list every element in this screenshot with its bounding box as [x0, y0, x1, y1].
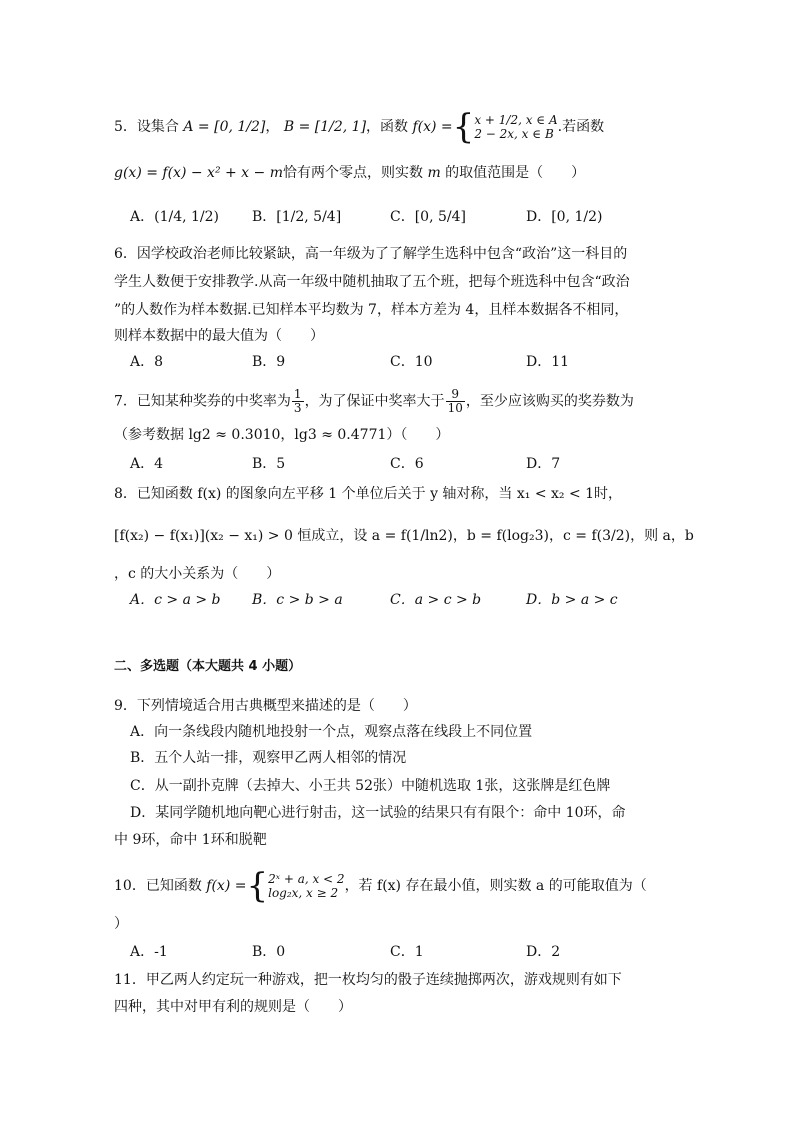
q5-line1: 5．设集合 A = [0, 1/2]， B = [1/2, 1]，函数 f(x) ={ x + 1/2, x ∈ A 2 − 2x, x ∈ B .若函数 — [114, 107, 605, 147]
q7-frac1-den: 3 — [293, 401, 302, 415]
q5-g-expr: g(x) = f(x) − x² + x − m — [114, 165, 283, 181]
q5-option-b[interactable]: B．[1/2, 5/4] — [252, 209, 342, 225]
q6-option-a[interactable]: A．8 — [130, 354, 164, 370]
q5-option-a[interactable]: A．(1/4, 1/2) — [130, 209, 219, 225]
q7-option-a[interactable]: A．4 — [130, 456, 164, 472]
q6-option-c[interactable]: C．10 — [390, 354, 433, 370]
q5-fx: f(x) = — [412, 119, 453, 135]
q9-option-d[interactable]: D．某同学随机地向靶心进行射击，这一试验的结果只有有限个：命中 10环，命 — [130, 805, 626, 821]
q5-option-c[interactable]: C．[0, 5/4] — [390, 209, 466, 225]
q9-option-d-cont: 中 9环，命中 1环和脱靶 — [114, 832, 267, 848]
q8-line3: ，c 的大小关系为（ ） — [114, 566, 281, 582]
q10-option-a[interactable]: A．-1 — [130, 944, 168, 960]
q8-line1: 8．已知函数 f(x) 的图象向左平移 1 个单位后关于 y 轴对称，当 x₁ < x₂ < 1时， — [114, 486, 623, 502]
q10-line1 — [114, 866, 647, 906]
q5-option-d[interactable]: D．[0, 1/2) — [526, 209, 603, 225]
q6-line4: 则样本数据中的最大值为（ ） — [114, 328, 324, 344]
q7-option-c[interactable]: C．6 — [390, 456, 424, 472]
q7-frac1-num: 1 — [293, 387, 302, 401]
q7-line2: （参考数据 lg2 ≈ 0.3010，lg3 ≈ 0.4771）（ ） — [114, 427, 450, 443]
q8-option-b[interactable]: B．c > b > a — [252, 592, 343, 608]
q5-line2 — [114, 163, 585, 183]
q10-option-c[interactable]: C．1 — [390, 944, 424, 960]
q5-prefix: 5．设集合 — [114, 119, 179, 135]
q10-case1: 2ˣ + a, x < 2 — [268, 872, 345, 886]
q7-fraction-2 — [446, 388, 465, 415]
q6-option-d[interactable]: D．11 — [526, 354, 570, 370]
q10-prefix: 10．已知函数 — [114, 878, 202, 894]
q7-prefix: 7．已知某种奖券的中奖率为 — [114, 393, 291, 410]
q5-set-a: A = [0, 1/2] — [183, 119, 266, 135]
q7-frac2-num: 9 — [446, 388, 465, 402]
q10-tail: ，若 f(x) 存在最小值，则实数 a 的可能取值为（ — [344, 878, 647, 894]
q5-case2: 2 − 2x, x ∈ B — [474, 127, 554, 141]
q10-piecewise — [268, 872, 344, 900]
q5-tail: .若函数 — [557, 119, 605, 135]
q11-line2: 四种，其中对甲有利的规则是（ ） — [114, 999, 352, 1015]
q10-option-d[interactable]: D．2 — [526, 944, 561, 960]
q7-option-b[interactable]: B．5 — [252, 456, 286, 472]
q9-option-c[interactable]: C．从一副扑克牌（去掉大、小王共 52张）中随机选取 1张，这张牌是红色牌 — [130, 778, 611, 794]
q8-line2: [f(x₂) − f(x₁)](x₂ − x₁) > 0 恒成立，设 a = f(1/ln2)，b = f(log₂3)，c = f(3/2)，则 a，b — [114, 528, 694, 544]
q5-case1: x + 1/2, x ∈ A — [474, 113, 558, 127]
q7-fraction-1 — [292, 388, 304, 415]
q6-line1: 6．因学校政治老师比较紧缺，高一年级为了了解学生选科中包含“政治”这一科目的 — [114, 246, 628, 262]
q7-line1 — [114, 388, 634, 415]
q9-option-a[interactable]: A．向一条线段内随机地投射一个点，观察点落在线段上不同位置 — [130, 724, 533, 740]
section-heading: 二、多选题（本大题共 4 小题） — [114, 659, 302, 674]
q5-brace: { — [452, 107, 475, 147]
q5-line2-end: 的取值范围是（ ） — [445, 165, 586, 181]
q5-set-b: B = [1/2, 1] — [283, 119, 367, 135]
q8-option-d[interactable]: D．b > a > c — [526, 592, 618, 608]
q6-line2: 学生人数便于安排教学.从高一年级中随机抽取了五个班，把每个班选科中包含“政治 — [114, 274, 630, 290]
q9-option-b[interactable]: B．五个人站一排，观察甲乙两人相邻的情况 — [130, 750, 407, 766]
q7-end: ，至少应该购买的奖券数为 — [465, 393, 634, 410]
q5-line2-text: 恰有两个零点，则实数 — [282, 165, 423, 181]
q6-option-b[interactable]: B．9 — [252, 354, 286, 370]
q8-option-a[interactable]: A．c > a > b — [130, 592, 221, 608]
q10-line2: ） — [114, 916, 128, 932]
q7-option-d[interactable]: D．7 — [526, 456, 561, 472]
q10-fx: f(x) = — [206, 878, 247, 894]
q5-func-label: 函数 — [380, 119, 409, 135]
q10-brace: { — [246, 866, 269, 906]
q11-line1: 11．甲乙两人约定玩一种游戏，把一枚均匀的骰子连续抛掷两次，游戏规则有如下 — [114, 972, 622, 988]
q5-piecewise — [474, 113, 557, 141]
q8-option-c[interactable]: C．a > c > b — [390, 592, 482, 608]
q7-frac2-den: 10 — [447, 401, 463, 415]
q5-var-m: m — [427, 165, 441, 181]
q6-line3: ”的人数作为样本数据.已知样本平均数为 7，样本方差为 4，且样本数据各不相同， — [114, 302, 629, 318]
q10-case2: log₂x, x ≥ 2 — [268, 886, 339, 900]
q10-option-b[interactable]: B．0 — [252, 944, 286, 960]
q7-middle: ，为了保证中奖率大于 — [304, 393, 445, 410]
q9-stem: 9．下列情境适合用古典概型来描述的是（ ） — [114, 698, 417, 714]
